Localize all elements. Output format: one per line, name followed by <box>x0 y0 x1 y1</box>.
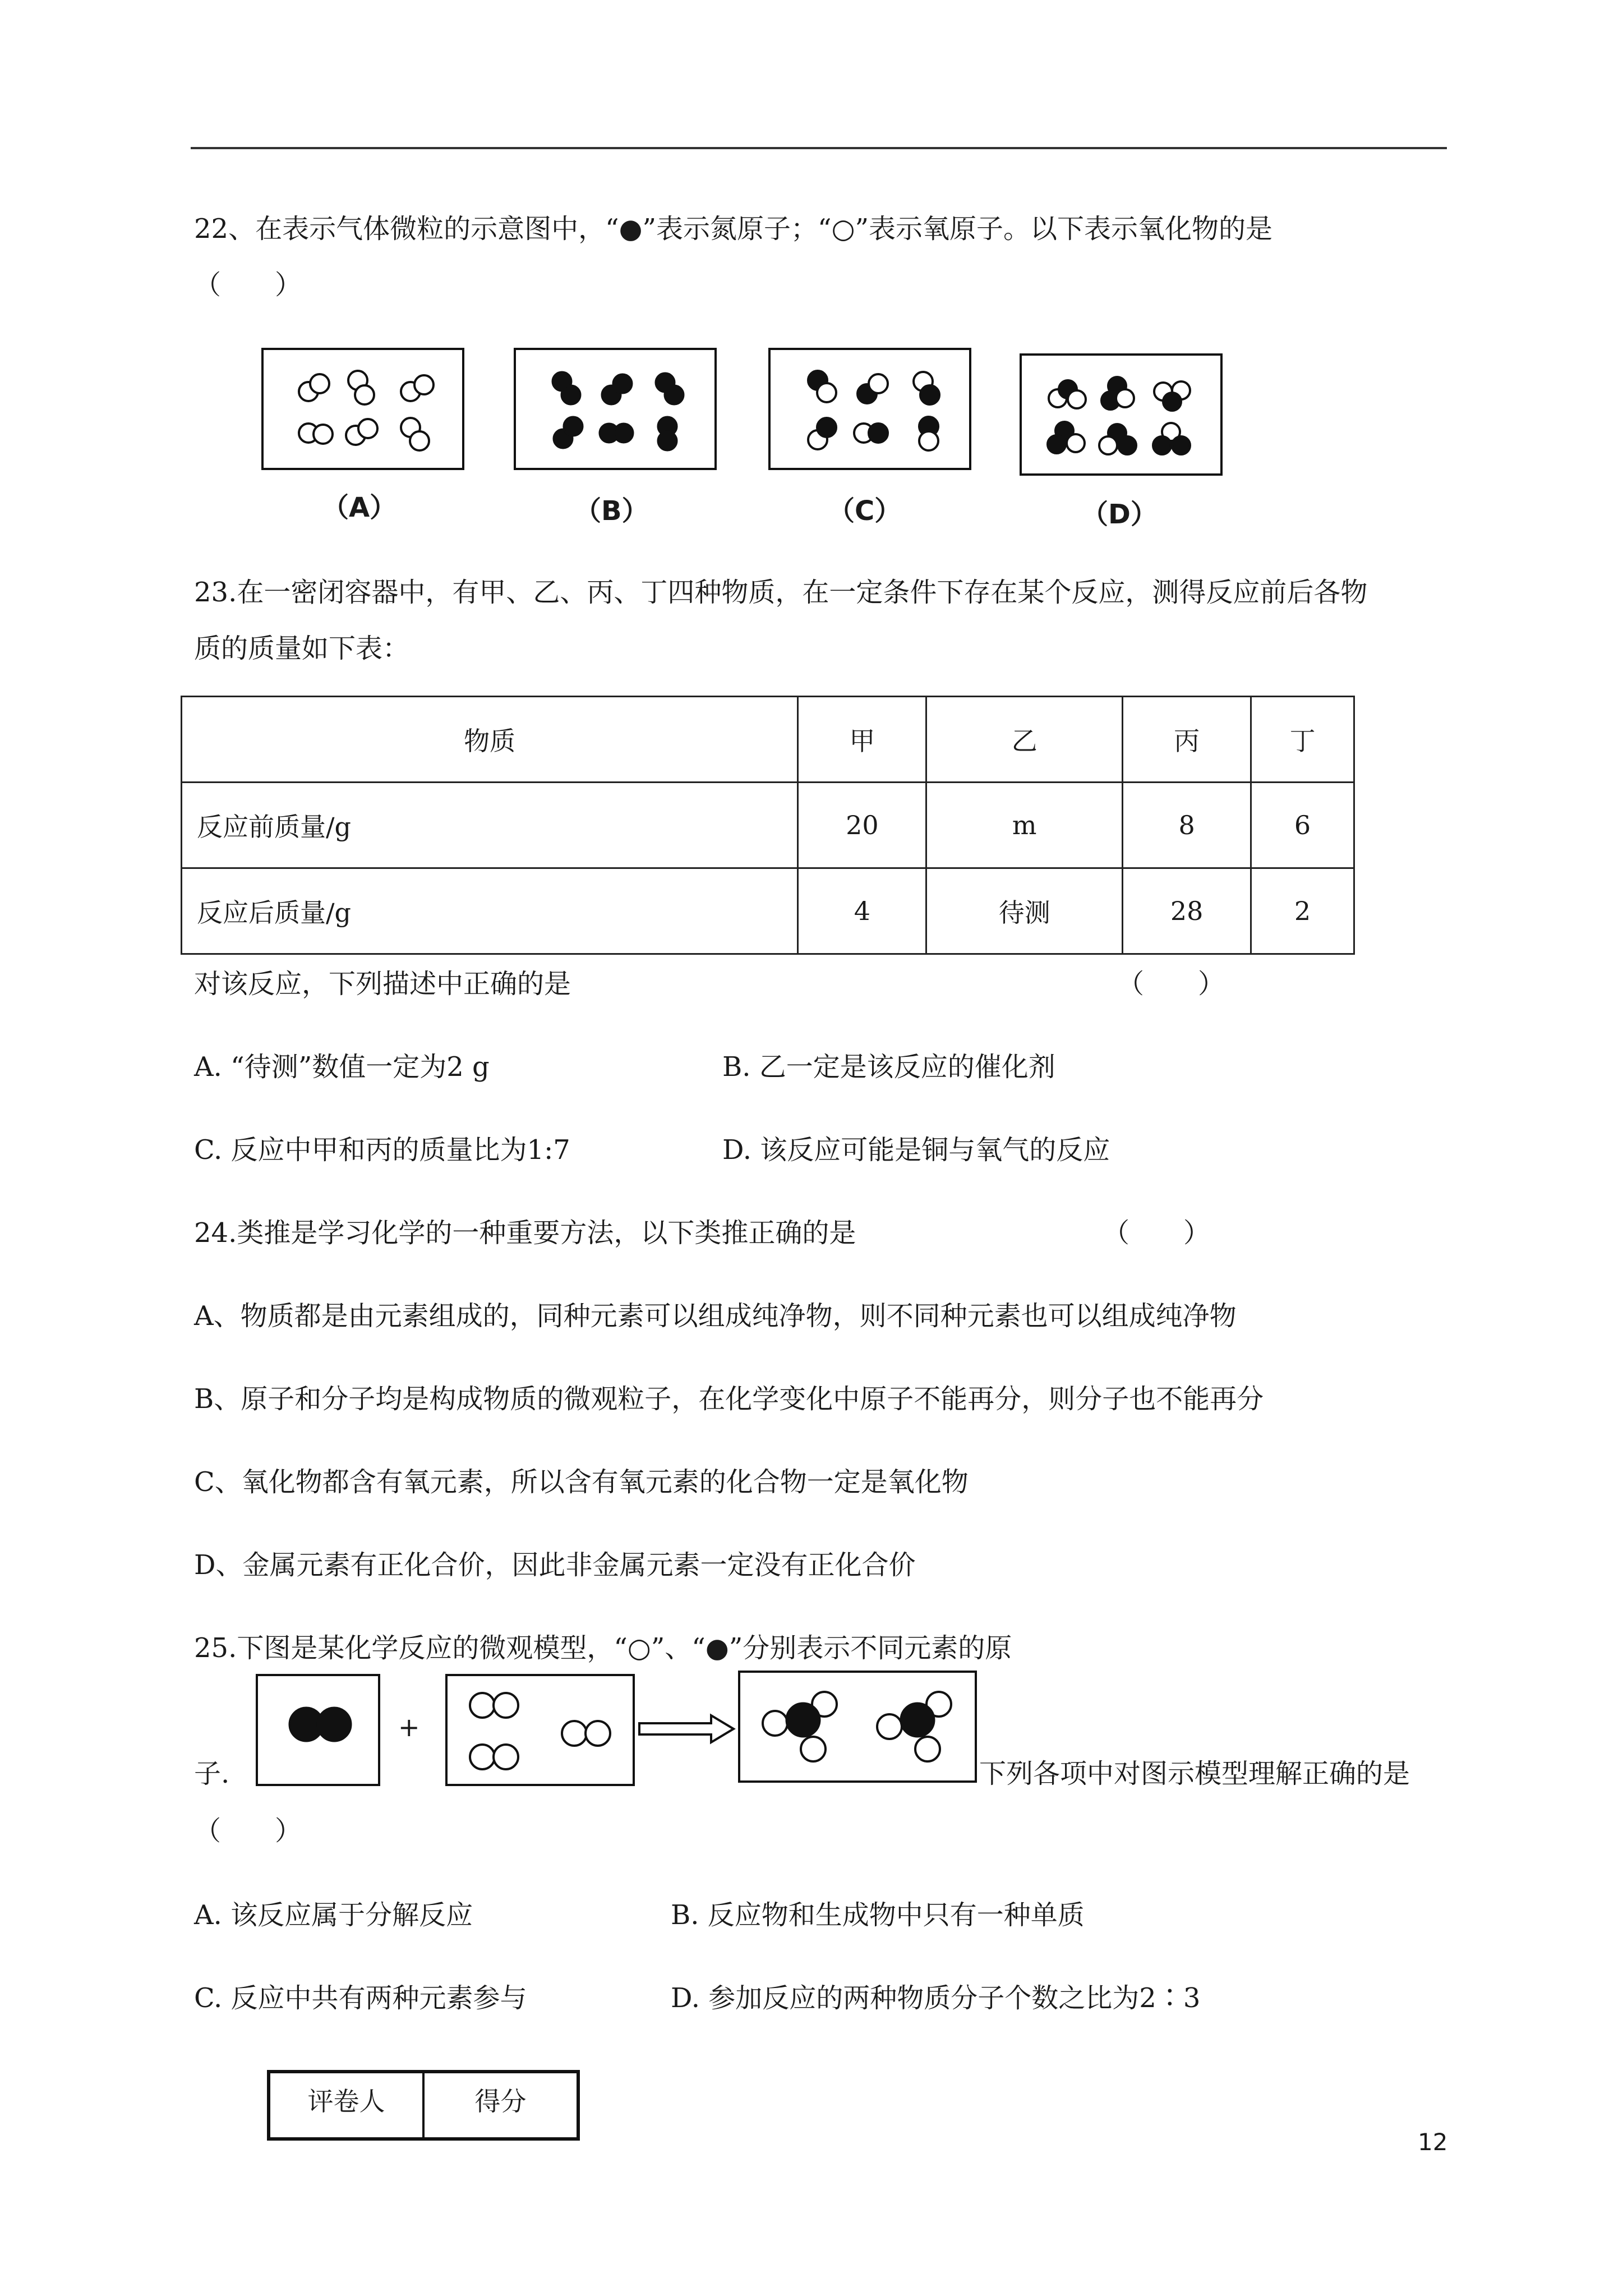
q25-option-d: D. 参加反应的两种物质分子个数之比为2∶3 <box>671 1982 1201 2014</box>
q22-option-c-diagram <box>768 348 971 470</box>
table-cell: 6 <box>1251 783 1354 868</box>
table-header-cell: 丙 <box>1123 697 1251 783</box>
q22-answer-paren: （ ） <box>194 269 302 301</box>
q22-stem: 22、在表示气体微粒的示意图中，“●”表示氮原子；“○”表示氧原子。以下表示氧化物的是 <box>194 213 1273 245</box>
table-row <box>182 783 1354 868</box>
plus-sign: + <box>398 1712 420 1742</box>
mass-table <box>181 696 1355 955</box>
table-header-row <box>182 697 1354 783</box>
reactant-1-diagram <box>256 1674 380 1786</box>
header-rule <box>191 147 1447 149</box>
molecule-diagram-reactant-2 <box>448 1676 637 1788</box>
table-header-cell: 丁 <box>1251 697 1354 783</box>
table-header-cell: 物质 <box>182 697 798 783</box>
reactant-2-diagram <box>445 1674 635 1786</box>
q25-option-b: B. 反应物和生成物中只有一种单质 <box>671 1899 1085 1931</box>
q22-label-a: （A） <box>322 492 397 523</box>
q25-stem-after-diagram: 下列各项中对图示模型理解正确的是 <box>979 1758 1410 1789</box>
q23-stem-line2: 质的质量如下表： <box>194 633 410 664</box>
molecule-diagram-a <box>264 350 467 472</box>
table-cell: 28 <box>1123 868 1251 954</box>
q23-option-d: D. 该反应可能是铜与氧气的反应 <box>722 1134 1110 1166</box>
q23-option-c: C. 反应中甲和丙的质量比为1:7 <box>194 1134 570 1166</box>
q23-answer-paren: （ ） <box>1117 968 1225 1000</box>
reaction-arrow-icon <box>637 1712 738 1746</box>
molecule-diagram-product <box>740 1673 979 1785</box>
q25-answer-paren: （ ） <box>194 1815 302 1847</box>
molecule-diagram-reactant-1 <box>258 1676 382 1788</box>
q23-question: 对该反应，下列描述中正确的是 <box>194 968 571 1000</box>
table-cell: 反应前质量/g <box>182 783 798 868</box>
q24-answer-paren: （ ） <box>1103 1217 1211 1249</box>
q23-option-a: A. “待测”数值一定为2 g <box>194 1051 490 1083</box>
q25-option-a: A. 该反应属于分解反应 <box>194 1899 473 1931</box>
q22-label-c: （C） <box>828 495 902 527</box>
table-cell: 4 <box>798 868 926 954</box>
q22-option-d-diagram <box>1020 353 1223 476</box>
q24-option-d: D、金属元素有正化合价，因此非金属元素一定没有正化合价 <box>194 1549 916 1581</box>
table-header-cell: 甲 <box>798 697 926 783</box>
table-cell: 反应后质量/g <box>182 868 798 954</box>
grader-box <box>267 2070 580 2141</box>
q23-option-b: B. 乙一定是该反应的催化剂 <box>722 1051 1055 1083</box>
q23-stem-line1: 23.在一密闭容器中，有甲、乙、丙、丁四种物质，在一定条件下存在某个反应，测得反应前后各物 <box>194 577 1368 608</box>
table-cell: 8 <box>1123 783 1251 868</box>
reviewer-label: 评卷人 <box>270 2073 425 2137</box>
q24-option-a: A、物质都是由元素组成的，同种元素可以组成纯净物，则不同种元素也可以组成纯净物 <box>194 1300 1237 1332</box>
table-cell: 待测 <box>926 868 1123 954</box>
q25-stem: 25.下图是某化学反应的微观模型，“○”、“●”分别表示不同元素的原 <box>194 1632 1012 1664</box>
score-label: 得分 <box>474 2086 527 2116</box>
q24-stem: 24.类推是学习化学的一种重要方法，以下类推正确的是 <box>194 1217 856 1249</box>
table-header-cell: 乙 <box>926 697 1123 783</box>
q22-label-b: （B） <box>574 495 649 527</box>
q24-option-c: C、氧化物都含有氧元素，所以含有氧元素的化合物一定是氧化物 <box>194 1466 969 1498</box>
molecule-diagram-b <box>516 350 719 472</box>
q22-option-a-diagram <box>261 348 464 470</box>
table-row <box>182 868 1354 954</box>
q22-option-b-diagram <box>514 348 717 470</box>
table-cell: 20 <box>798 783 926 868</box>
molecule-diagram-d <box>1022 356 1225 478</box>
table-cell: m <box>926 783 1123 868</box>
molecule-diagram-c <box>771 350 974 472</box>
q22-label-d: （D） <box>1081 499 1158 530</box>
q25-option-c: C. 反应中共有两种元素参与 <box>194 1982 527 2014</box>
q24-option-b: B、原子和分子均是构成物质的微观粒子，在化学变化中原子不能再分，则分子也不能再分 <box>194 1383 1264 1415</box>
table-cell: 2 <box>1251 868 1354 954</box>
page-number: 12 <box>1418 2128 1448 2156</box>
product-diagram <box>738 1671 977 1783</box>
q25-stem-continued: 子. <box>194 1758 230 1789</box>
